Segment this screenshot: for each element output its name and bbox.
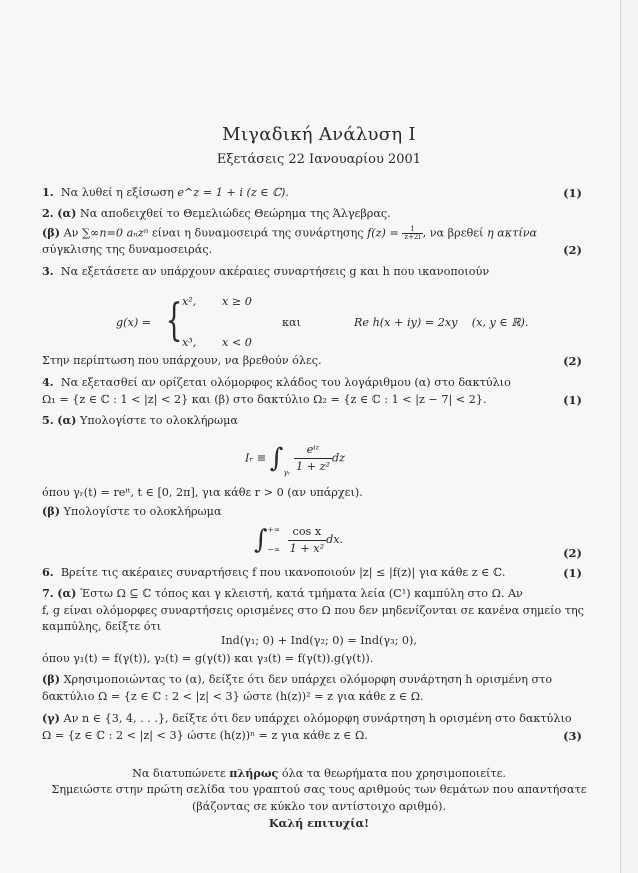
case-value: x³,: [182, 336, 197, 349]
domain: (x, y ∈ ℝ).: [471, 316, 529, 329]
question-number: 6.: [42, 565, 54, 579]
index-formula: Ind(γ₁; 0) + Ind(γ₂; 0) = Ind(γ₃; 0),: [221, 634, 417, 647]
text: Να διατυπώνετε: [132, 767, 226, 780]
fraction: [402, 226, 422, 241]
marks-q5: (2): [563, 546, 582, 560]
question-2b: [42, 226, 537, 241]
numerator: [288, 524, 326, 541]
exam-date: Εξετάσεις 22 Ιανουαρίου 2001: [216, 152, 422, 167]
marks-q6: (1): [563, 566, 582, 580]
question-number: 5.: [42, 413, 54, 427]
marks-q2: (2): [563, 243, 582, 257]
and-word: και: [282, 316, 301, 329]
numerator-text: eⁱᶻ: [306, 443, 320, 456]
denominator-text: 1 + z²: [296, 460, 330, 473]
integral-2: [254, 520, 343, 560]
formula: Re h(x + iy) = 2xy: [354, 316, 458, 329]
g-lhs: [116, 316, 151, 329]
question-number: 7.: [42, 586, 54, 600]
marks-q3: (2): [563, 354, 582, 368]
power-series: ∑∞n=0 aₙzⁿ: [82, 226, 149, 240]
part-label: (α): [57, 586, 77, 600]
denominator: [288, 541, 326, 557]
case-2: [182, 336, 252, 349]
differential: dx.: [326, 533, 344, 546]
integral-sign-icon: ∫: [269, 443, 284, 474]
question-2b-line2: σύγκλισης της δυναμοσειράς.: [42, 243, 213, 256]
italic-text: η ακτίνα: [486, 226, 538, 240]
numerator-text: cos x: [292, 524, 322, 538]
brace-icon: {: [165, 295, 183, 346]
question-7a-line2: f, g είναι ολόμορφες συναρτήσεις ορισμένες στο Ω που δεν μηδενίζονται σε κανένα σημείο της: [42, 604, 584, 617]
question-text: Υπολογίστε το ολοκλήρωμα: [80, 414, 238, 427]
fraction: [288, 524, 326, 557]
integral-1: [245, 442, 345, 475]
question-4-line2: Ω₁ = {z ∈ ℂ : 1 < |z| < 2} και (β) στο δακτύλιο Ω₂ = {z ∈ ℂ : 1 < |z − 7| < 2}.: [42, 393, 487, 406]
footer-line-2: Σημειώστε στην πρώτη σελίδα του γραπτού σας τους αριθμούς των θεμάτων που απαντήσατε: [51, 783, 587, 796]
question-5a: [42, 414, 238, 427]
question-text: Να λυθεί η εξίσωση: [60, 186, 174, 199]
part-label: (γ): [42, 711, 60, 725]
question-number: 2.: [42, 206, 54, 220]
question-7c: [42, 712, 572, 725]
question-7a-line3: καμπύλης, δείξτε ότι: [42, 620, 162, 633]
good-luck: Καλή επιτυχία!: [268, 816, 370, 830]
question-number: 3.: [42, 264, 54, 278]
footer-line-3: (βάζοντας σε κύκλο τον αντίστοιχο αριθμό).: [191, 800, 447, 813]
case-1: [182, 295, 252, 308]
question-number: 1.: [42, 185, 54, 199]
denominator-text: 1 + x²: [289, 541, 325, 555]
question-5b: [42, 505, 222, 518]
text: Αν: [63, 226, 79, 240]
question-2a: [42, 207, 391, 220]
integral-sign-icon: ∫: [254, 525, 268, 555]
question-7a: [42, 587, 523, 600]
numerator: 1: [402, 226, 422, 234]
denominator: [294, 459, 332, 475]
question-text: Να αποδειχθεί το Θεμελιώδες Θεώρημα της Άλγεβρας.: [80, 207, 391, 220]
case-condition: x < 0: [222, 336, 252, 349]
question-number: 4.: [42, 375, 54, 389]
question-7b-line2: δακτύλιο Ω = {z ∈ ℂ : 2 < |z| < 3} ώστε (h(z))² = z για κάθε z ∈ Ω.: [42, 690, 424, 703]
upper-limit: +∞: [267, 525, 281, 534]
marks-q4: (1): [563, 393, 582, 407]
question-text: Να εξετασθεί αν ορίζεται ολόμορφος κλάδος του λογάριθμου (α) στο δακτύλιο: [60, 376, 511, 389]
formula: e^z = 1 + i (z ∈ ℂ).: [177, 186, 289, 199]
part-label: (α): [57, 413, 77, 427]
question-3-line2: Στην περίπτωση που υπάρχουν, να βρεθούν όλες.: [42, 354, 322, 367]
case-value: x²,: [182, 295, 197, 308]
fraction: [294, 442, 332, 475]
question-text: Έστω Ω ⊆ ℂ τόπος και γ κλειστή, κατά τμήματα λεία (C¹) καμπύλη στο Ω. Αν: [80, 587, 523, 600]
lower-limit: −∞: [267, 545, 281, 554]
footer-line-1: [0, 766, 638, 780]
part-label: (β): [42, 672, 61, 686]
question-1: [42, 186, 289, 199]
part-label: (β): [42, 225, 61, 240]
question-text: Βρείτε τις ακέραιες συναρτήσεις f που ικανοποιούν |z| ≤ |f(z)| για κάθε z ∈ ℂ.: [60, 566, 506, 579]
question-text: Αν n ∈ {3, 4, . . .}, δείξτε ότι δεν υπάρχει ολόμορφη συνάρτηση h ορισμένη στο δακτύλιο: [63, 712, 572, 725]
part-label: (α): [57, 206, 77, 220]
question-text: Χρησιμοποιώντας το (α), δείξτε ότι δεν υπάρχει ολόμορφη συνάρτηση h ορισμένη στο: [63, 673, 553, 686]
question-text: Υπολογίστε το ολοκλήρωμα: [63, 505, 222, 518]
marks-q7: (3): [563, 729, 582, 743]
function: f(z) =: [367, 226, 399, 240]
text: όλα τα θεωρήματα που χρησιμοποιείτε.: [281, 767, 506, 780]
part-label: (β): [42, 504, 61, 518]
question-7a-line4: όπου γ₁(t) = f(γ(t)), γ₂(t) = g(γ(t)) και γ₃(t) = f(γ(t)).g(γ(t)).: [42, 652, 374, 665]
question-7b: [42, 673, 552, 686]
numerator: [294, 442, 332, 459]
integral-lhs: Iᵣ ≡: [245, 451, 267, 465]
question-text: Να εξετάσετε αν υπάρχουν ακέραιες συναρτήσεις g και h που ικανοποιούν: [60, 265, 490, 278]
question-6: [42, 566, 505, 579]
formula: g(x) =: [116, 316, 152, 329]
question-5a-line2: όπου γᵣ(t) = reⁱᵗ, t ∈ [0, 2π], για κάθε r > 0 (αν υπάρχει).: [42, 486, 363, 499]
case-condition: x ≥ 0: [222, 295, 252, 308]
h-condition: [354, 316, 528, 329]
differential: dz: [331, 451, 346, 465]
question-3: [42, 265, 489, 278]
text: , να βρεθεί: [422, 226, 484, 240]
integral-subscript: γᵣ: [283, 467, 291, 477]
exam-title: Μιγαδική Ανάλυση Ι: [222, 124, 416, 145]
marks-q1: (1): [563, 186, 582, 200]
text: είναι η δυναμοσειρά της συνάρτησης: [151, 226, 364, 240]
denominator: z+2i: [404, 233, 421, 241]
question-7c-line2: Ω = {z ∈ ℂ : 2 < |z| < 3} ώστε (h(z))ⁿ = z για κάθε z ∈ Ω.: [42, 729, 368, 742]
bold-text: πλήρως: [229, 766, 279, 780]
question-4: [42, 376, 511, 389]
